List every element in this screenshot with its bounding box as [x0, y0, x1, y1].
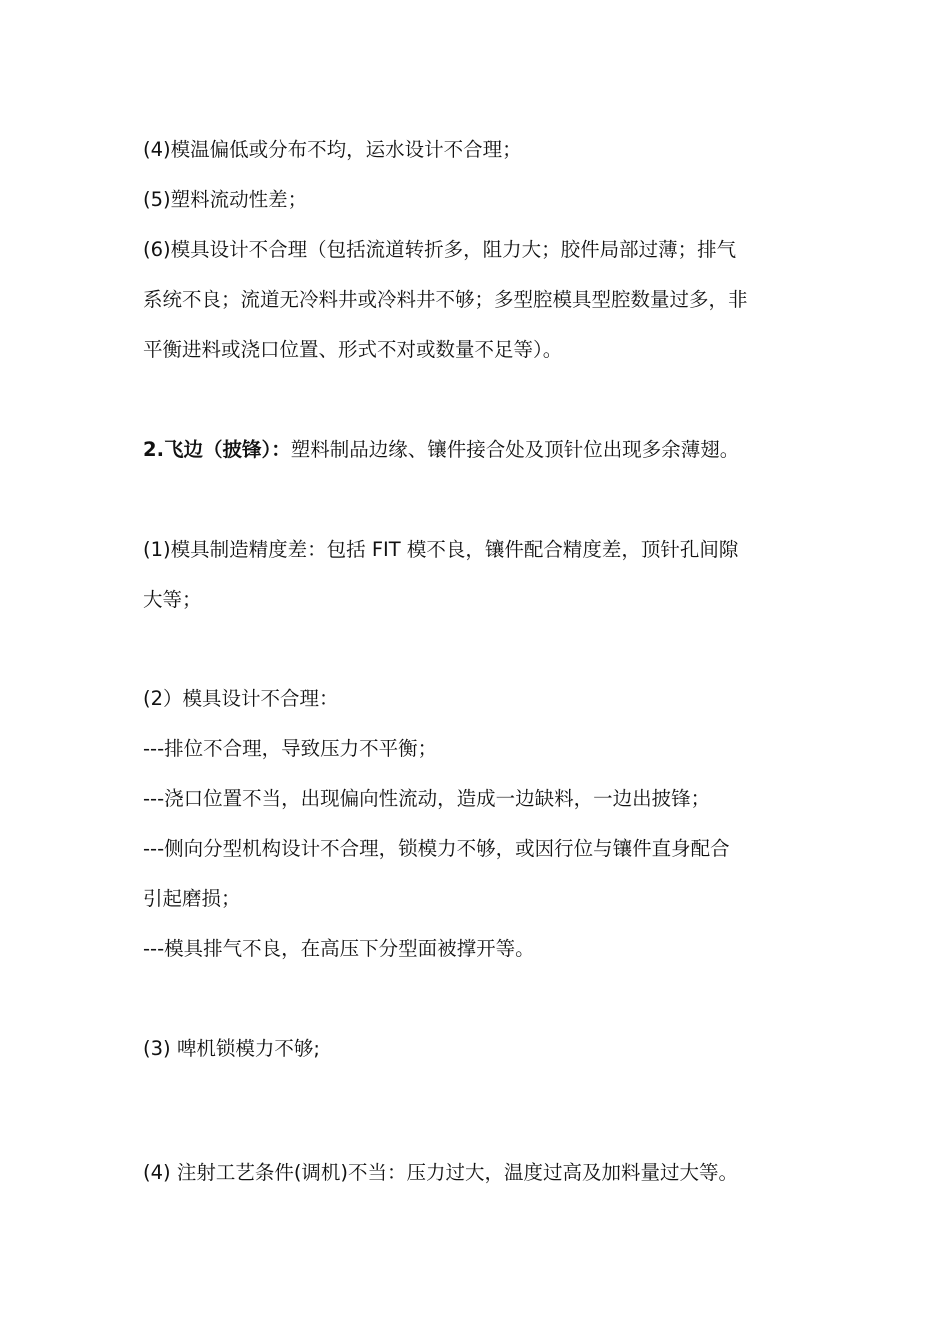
flash-subitem: ---浇口位置不当，出现偏向性流动，造成一边缺料，一边出披锋；	[143, 787, 711, 810]
section-2-definition: 塑料制品边缘、镶件接合处及顶针位出现多余薄翅。	[290, 438, 740, 461]
cause-item-6-line-3: 平衡进料或浇口位置、形式不对或数量不足等）。	[143, 338, 563, 361]
flash-item-1-line-1: (1)模具制造精度差：包括 FIT 模不良，镶件配合精度差，顶针孔间隙	[143, 538, 739, 561]
flash-item-2-title: (2）模具设计不合理：	[143, 687, 339, 710]
flash-subitem: ---侧向分型机构设计不合理，锁模力不够，或因行位与镶件直身配合	[143, 837, 730, 860]
flash-item-4: (4) 注射工艺条件(调机)不当：压力过大，温度过高及加料量过大等。	[143, 1161, 739, 1184]
flash-item-3: (3) 啤机锁模力不够;	[143, 1037, 320, 1060]
section-2-heading: 2.飞边（披锋）：	[143, 438, 291, 461]
section-2-heading-line	[143, 437, 739, 463]
cause-item-6-line-2: 系统不良；流道无冷料井或冷料井不够；多型腔模具型腔数量过多，非	[143, 288, 748, 311]
flash-item-1-line-2: 大等；	[143, 588, 202, 611]
cause-item-6-line-1: (6)模具设计不合理（包括流道转折多，阻力大；胶件局部过薄；排气	[143, 238, 737, 261]
flash-subitem: ---模具排气不良，在高压下分型面被撑开等。	[143, 937, 535, 960]
flash-subitem: ---排位不合理，导致压力不平衡；	[143, 737, 438, 760]
cause-item-5: (5)塑料流动性差；	[143, 188, 308, 211]
cause-item-4: (4)模温偏低或分布不均，运水设计不合理；	[143, 138, 522, 161]
flash-subitem-continued: 引起磨损；	[143, 887, 241, 910]
